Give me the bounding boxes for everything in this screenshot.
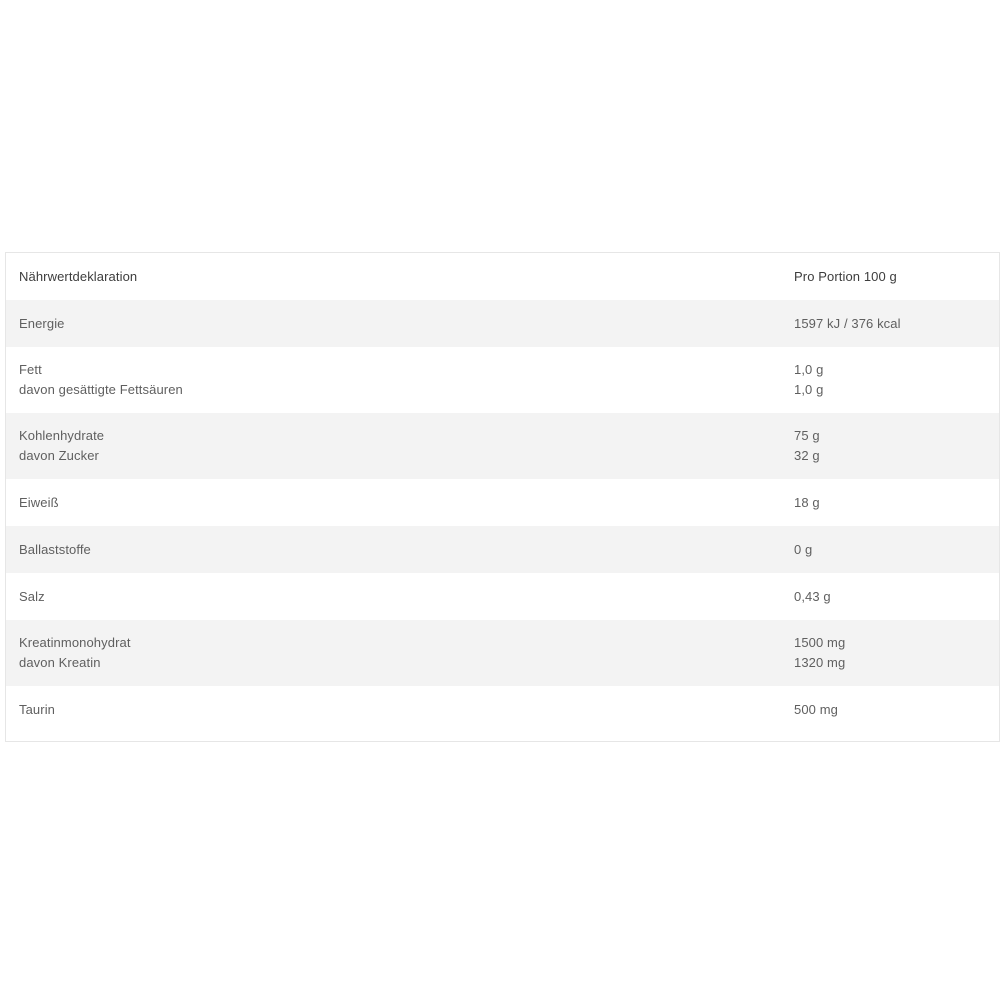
row-value: 1597 kJ / 376 kcal [794,315,901,331]
row-value: 500 mg [794,701,838,717]
table-row [6,413,999,479]
row-label: Energie [19,315,65,331]
table-row [6,573,999,620]
row-value-cell [794,702,838,718]
row-value-cell [794,495,820,511]
header-value: Pro Portion 100 g [794,268,897,284]
row-value-cell [794,428,820,464]
row-value-cell [794,362,823,398]
row-label-cell [19,316,65,332]
row-label-cell [19,635,131,671]
table-row [6,526,999,573]
row-label-cell [19,589,45,605]
table-row [6,347,999,413]
row-subvalue: 1,0 g [794,382,824,397]
row-value: 0 g [794,541,813,557]
row-value: 75 g [794,428,820,443]
row-label-cell [19,702,55,718]
row-label: Kohlenhydrate [19,428,105,443]
row-value: 1500 mg [794,635,846,650]
row-subvalue: 32 g [794,448,820,463]
row-value-cell [794,316,901,332]
row-label: Eiweiß [19,494,59,510]
row-label: Ballaststoffe [19,541,91,557]
header-label-cell [19,269,137,285]
row-sublabel: davon Kreatin [19,655,101,670]
nutrition-table [5,252,1000,742]
header-label: Nährwertdeklaration [19,268,138,284]
table-row [6,300,999,347]
row-value: 0,43 g [794,588,831,604]
row-label-cell [19,495,59,511]
row-value-cell [794,635,845,671]
row-label: Fett [19,362,42,377]
row-sublabel: davon gesättigte Fettsäuren [19,382,183,397]
table-row [6,479,999,526]
row-label-cell [19,428,104,464]
header-value-cell [794,269,897,285]
table-header-row [6,253,999,300]
row-subvalue: 1320 mg [794,655,846,670]
row-value: 18 g [794,494,820,510]
table-row [6,620,999,686]
row-label: Kreatinmonohydrat [19,635,131,650]
row-value-cell [794,542,812,558]
table-row [6,686,999,733]
row-label-cell [19,542,91,558]
row-sublabel: davon Zucker [19,448,99,463]
row-label-cell [19,362,183,398]
row-label: Taurin [19,701,56,717]
row-label: Salz [19,588,45,604]
row-value: 1,0 g [794,362,824,377]
row-value-cell [794,589,831,605]
